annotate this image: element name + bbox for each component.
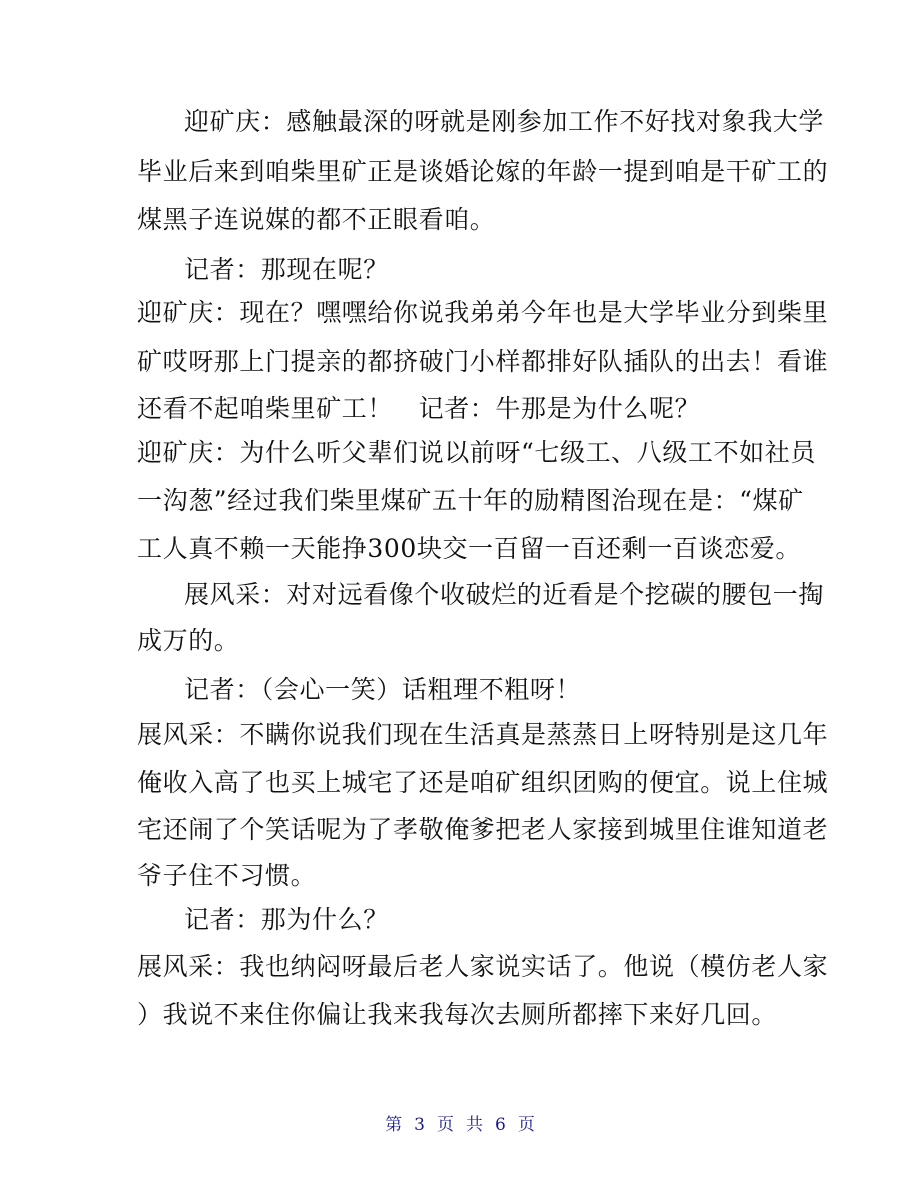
text-line: 俺收入高了也买上城宅了还是咱矿组织团购的便宜。说上住城 (137, 768, 829, 797)
text-line: 记者：（会心一笑）话粗理不粗呀！ (184, 675, 582, 704)
text-line: 工人真不赖一天能挣300块交一百留一百还剩一百谈恋爱。 (137, 534, 801, 563)
total-unit: 页 (517, 1115, 535, 1135)
text-line: 展风采：不瞒你说我们现在生活真是蒸蒸日上呀特别是这几年 (137, 720, 829, 749)
text-line: ）我说不来住你偏让我来我每次去厕所都摔下来好几回。 (137, 1000, 778, 1029)
text-line: 记者：那现在呢？ (184, 255, 389, 284)
text-line: 矿哎呀那上门提亲的都挤破门小样都排好队插队的出去！看谁 (137, 347, 829, 376)
current-page-number: 3 (414, 1115, 425, 1135)
text-line: 爷子住不习惯。 (137, 861, 317, 890)
total-page-count: 6 (495, 1115, 506, 1135)
total-prefix: 共 (466, 1115, 483, 1135)
page-number-footer (0, 1113, 920, 1137)
text-line: 展风采：我也纳闷呀最后老人家说实话了。他说（模仿老人家 (137, 952, 829, 981)
text-line: 还看不起咱柴里矿工！ 记者：牛那是为什么呢？ (137, 394, 701, 423)
text-line: 宅还闹了个笑话呢为了孝敬俺爹把老人家接到城里住谁知道老 (137, 815, 829, 844)
page-prefix: 第 (385, 1115, 403, 1135)
page-unit: 页 (437, 1115, 454, 1135)
text-line: 成万的。 (137, 626, 240, 655)
text-line: 迎矿庆：为什么听父辈们说以前呀“七级工、八级工不如社员 (137, 438, 816, 467)
text-line: 迎矿庆：现在？嘿嘿给你说我弟弟今年也是大学毕业分到柴里 (137, 298, 829, 327)
text-line: 毕业后来到咱柴里矿正是谈婚论嫁的年龄一提到咱是干矿工的 (137, 157, 829, 186)
text-line: 一沟葱”经过我们柴里煤矿五十年的励精图治现在是：“煤矿 (137, 486, 804, 515)
text-line: 记者：那为什么？ (184, 905, 389, 934)
text-line: 展风采：对对远看像个收破烂的近看是个挖碳的腰包一掏 (184, 580, 825, 609)
text-line: 煤黑子连说媒的都不正眼看咱。 (137, 205, 496, 234)
text-line: 迎矿庆：感触最深的呀就是刚参加工作不好找对象我大学 (184, 107, 825, 136)
